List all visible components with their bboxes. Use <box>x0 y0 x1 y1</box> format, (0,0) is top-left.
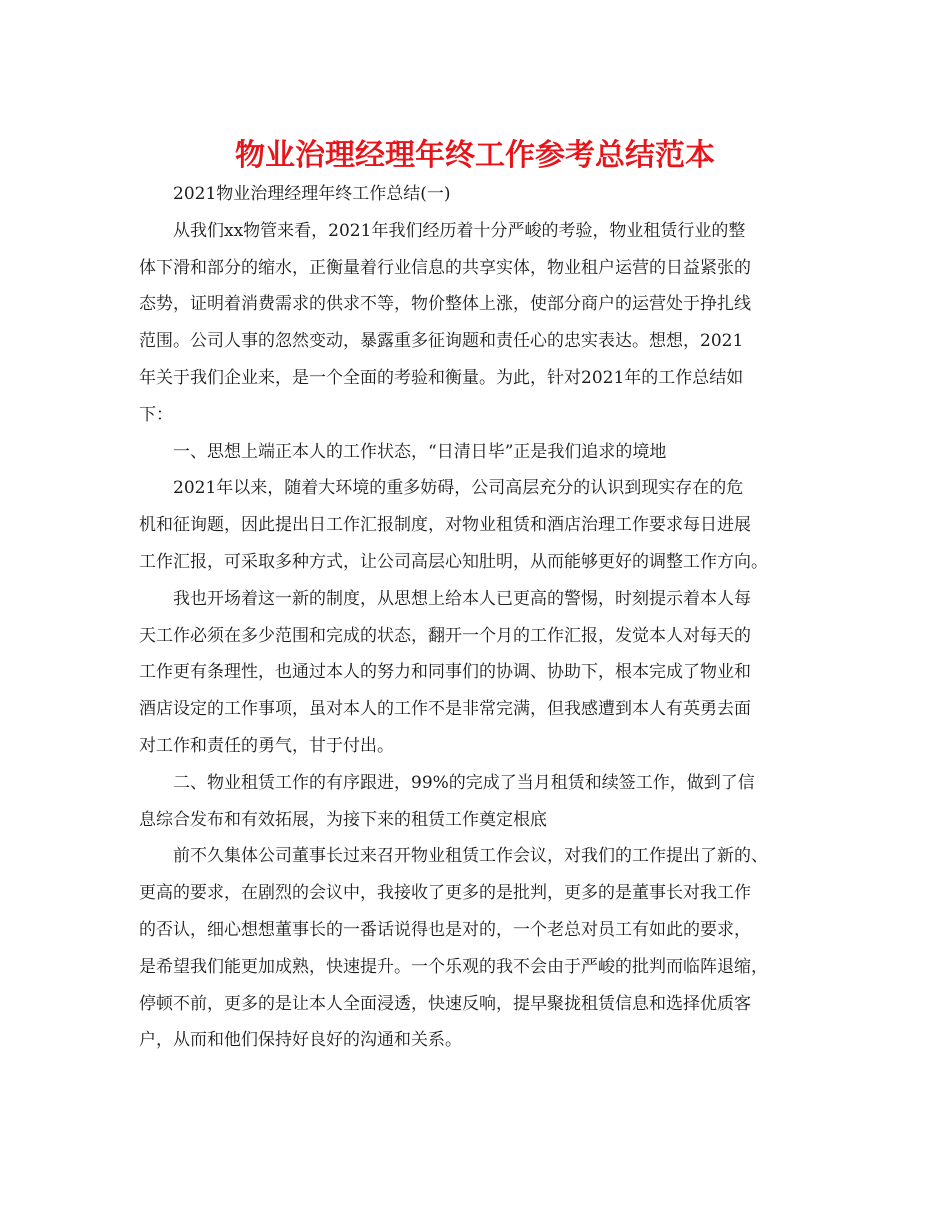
text-line: 停顿不前，更多的是让本人全面浸透，快速反响，提早聚拢租赁信息和选择优质客 <box>139 993 751 1014</box>
text-line: 2021物业治理经理年终工作总结(一) <box>173 184 451 204</box>
text-line: 2021年以来，随着大环境的重多妨碍，公司高层充分的认识到现实存在的危 <box>173 478 744 499</box>
text-line: 天工作必须在多少范围和完成的状态，翻开一个月的工作汇报，发觉本人对每天的 <box>139 625 751 646</box>
text-line: 更高的要求，在剧烈的会议中，我接收了更多的是批判，更多的是董事长对我工作 <box>139 883 751 904</box>
text-line: 酒店设定的工作事项，虽对本人的工作不是非常完满，但我感遭到本人有英勇去面 <box>139 699 751 720</box>
document-title: 物业治理经理年终工作参考总结范本 <box>235 138 715 173</box>
text-line: 对工作和责任的勇气，甘于付出。 <box>139 735 394 756</box>
text-line: 一、思想上端正本人的工作状态，“日清日毕”正是我们追求的境地 <box>173 441 667 462</box>
text-line: 我也开场着这一新的制度，从思想上给本人已更高的警惕，时刻提示着本人每 <box>173 588 751 609</box>
text-line: 从我们xx物管来看，2021年我们经历着十分严峻的考验，物业租赁行业的整 <box>173 220 746 241</box>
text-line: 的否认，细心想想董事长的一番话说得也是对的，一个老总对员工有如此的要求， <box>139 919 751 940</box>
text-line: 下： <box>139 404 173 425</box>
text-line: 二、物业租赁工作的有序跟进，99%的完成了当月租赁和续签工作，做到了信 <box>173 772 755 793</box>
text-line: 年关于我们企业来，是一个全面的考验和衡量。为此，针对2021年的工作总结如 <box>139 367 744 388</box>
text-line: 工作更有条理性，也通过本人的努力和同事们的协调、协助下，根本完成了物业和 <box>139 662 751 683</box>
document-body <box>139 176 811 1059</box>
text-line: 机和征询题，因此提出日工作汇报制度，对物业租赁和酒店治理工作要求每日进展 <box>139 515 751 536</box>
text-line: 范围。公司人事的忽然变动，暴露重多征询题和责任心的忠实表达。想想，2021 <box>139 331 744 352</box>
text-line: 态势，证明着消费需求的供求不等，物价整体上涨，使部分商户的运营处于挣扎线 <box>139 294 751 315</box>
text-line: 工作汇报，可采取多种方式，让公司高层心知肚明，从而能够更好的调整工作方向。 <box>139 551 768 572</box>
text-line: 是希望我们能更加成熟，快速提升。一个乐观的我不会由于严峻的批判而临阵退缩， <box>139 956 768 977</box>
text-line: 前不久集体公司董事长过来召开物业租赁工作会议，对我们的工作提出了新的、 <box>173 846 768 867</box>
text-line: 体下滑和部分的缩水，正衡量着行业信息的共享实体，物业租户运营的日益紧张的 <box>139 257 751 278</box>
text-line: 息综合发布和有效拓展，为接下来的租赁工作奠定根底 <box>139 809 547 830</box>
text-line: 户，从而和他们保持好良好的沟通和关系。 <box>139 1030 462 1051</box>
